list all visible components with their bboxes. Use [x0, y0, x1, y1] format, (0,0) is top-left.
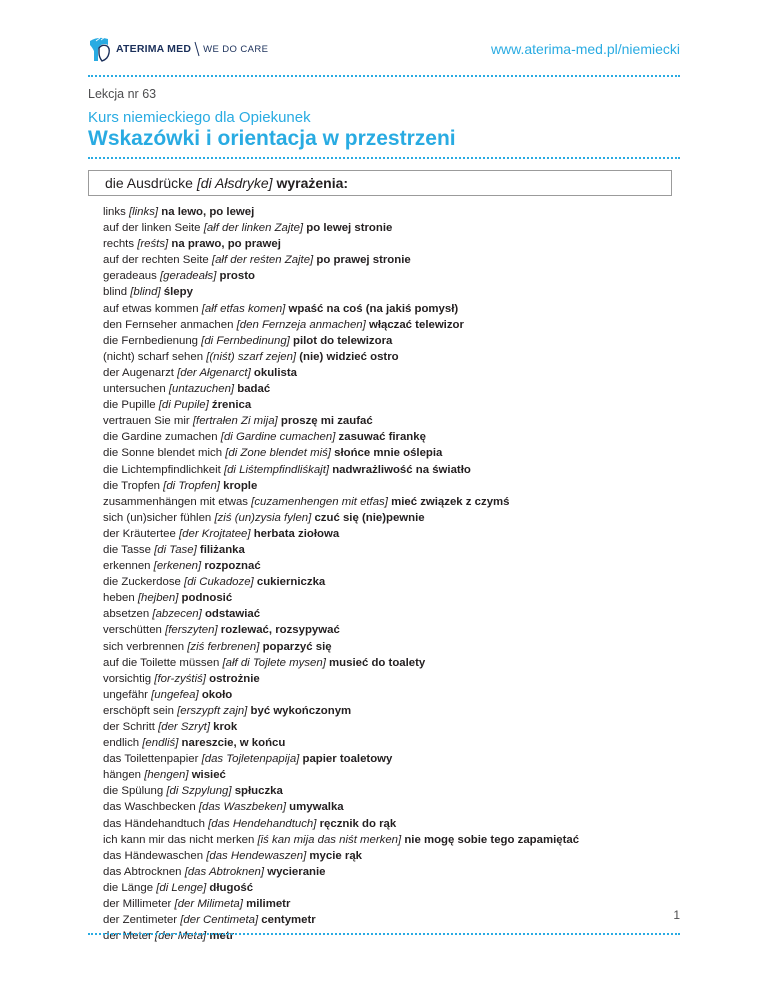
vocab-pronunciation: [di Fernbedinung]: [201, 334, 290, 347]
vocab-entry: [103, 816, 579, 832]
vocab-pronunciation: [das Hendewaszen]: [206, 849, 307, 862]
vocab-pronunciation: [links]: [128, 206, 159, 218]
vocab-entry: [103, 268, 579, 284]
vocab-entry: [103, 510, 579, 526]
vocab-term: heben: [103, 592, 138, 605]
vocab-translation: badać: [234, 383, 271, 396]
vocab-term: der Meter: [103, 930, 155, 943]
vocab-term: der Millimeter: [103, 898, 175, 911]
vocab-pronunciation: [di Gardine cumachen]: [220, 431, 336, 444]
vocab-term: vertrauen Sie mir: [103, 415, 193, 428]
vocab-term: auf der linken Seite: [103, 222, 204, 235]
vocab-pronunciation: [ałf der reśten Zajte]: [211, 254, 314, 267]
vocab-pronunciation: [di Szpylung]: [166, 785, 232, 798]
vocab-term: das Toilettenpapier: [103, 753, 202, 766]
vocab-translation: pilot do telewizora: [289, 334, 393, 347]
vocab-pronunciation: [ungefea]: [151, 688, 199, 701]
vocab-entry: [103, 880, 579, 896]
vocab-term: der Zentimeter: [103, 914, 181, 927]
vocab-term: den Fernseher anmachen: [103, 318, 237, 331]
vocab-term: (nicht) scharf sehen: [103, 350, 207, 363]
vocab-entry: [103, 912, 579, 928]
vocab-entry: [103, 719, 579, 735]
website-link[interactable]: www.aterima-med.pl/niemiecki: [490, 41, 680, 57]
vocab-term: hängen: [103, 769, 145, 782]
vocab-entry: [103, 252, 579, 268]
vocab-translation: milimetr: [242, 898, 291, 911]
vocab-translation: źrenica: [208, 399, 252, 412]
vocab-term: endlich: [103, 737, 143, 750]
vocab-pronunciation: [das Tojletenpapija]: [201, 753, 300, 766]
vocab-entry: [103, 526, 579, 542]
aterima-logo[interactable]: [88, 32, 268, 66]
vocab-term: die Tropfen: [103, 479, 164, 492]
vocab-translation: wpaść na coś (na jakiś pomysł): [285, 302, 459, 315]
vocab-translation: nie mogę sobie tego zapamiętać: [401, 833, 580, 846]
vocab-translation: ręcznik do rąk: [316, 817, 397, 830]
vocab-term: sich (un)sicher fühlen: [103, 511, 215, 524]
vocab-pronunciation: [fertrałen Zi mija]: [192, 415, 278, 428]
vocab-entry: [103, 751, 579, 767]
vocab-pronunciation: [di Lenge]: [156, 881, 207, 894]
vocab-pronunciation: [di Cukadoze]: [184, 576, 254, 589]
vocab-entry: [103, 542, 579, 558]
vocab-translation: okulista: [250, 366, 297, 379]
vocab-entry: [103, 703, 579, 719]
vocab-pronunciation: [der Milimeta]: [174, 898, 243, 911]
course-name: Kurs niemieckiego dla Opiekunek: [88, 109, 311, 126]
vocab-translation: metr: [206, 930, 235, 943]
vocab-term: die Tasse: [103, 543, 155, 556]
vocab-entry: [103, 284, 579, 300]
vocab-entry: [103, 558, 579, 574]
section-heading-box: [88, 170, 672, 196]
vocab-translation: cukierniczka: [253, 576, 326, 589]
vocab-translation: mycie rąk: [306, 849, 362, 862]
vocab-pronunciation: [ałf etfas komen]: [201, 302, 286, 315]
vocab-term: die Fernbedienung: [103, 334, 202, 347]
vocab-entry: [103, 799, 579, 815]
vocab-entry: [103, 639, 579, 655]
page-title: Wskazówki i orientacja w przestrzeni: [88, 127, 456, 150]
vocab-term: das Waschbecken: [103, 801, 199, 814]
vocab-pronunciation: [ziś ferbrenen]: [187, 640, 260, 653]
vocab-pronunciation: [den Fernzeja anmachen]: [236, 318, 366, 331]
vocab-term: ungefähr: [103, 688, 152, 701]
vocab-term: zusammenhängen mit etwas: [103, 495, 252, 508]
vocab-pronunciation: [di Pupile]: [158, 399, 209, 412]
vocab-pronunciation: [das Waszbeken]: [198, 801, 286, 814]
vocab-pronunciation: [der Centimeta]: [180, 914, 259, 927]
vocab-pronunciation: [erkenen]: [153, 560, 202, 573]
vocab-term: vorsichtig: [103, 672, 155, 685]
vocab-translation: krok: [209, 721, 238, 733]
vocab-pronunciation: [(niśt) szarf zejen]: [206, 350, 297, 363]
vocab-pronunciation: [untazuchen]: [168, 383, 235, 396]
vocab-term: der Schritt: [103, 721, 159, 733]
vocab-entry: [103, 317, 579, 333]
section-translation: wyrażenia:: [272, 175, 349, 191]
vocab-term: erschöpft sein: [103, 704, 178, 717]
vocab-term: rechts: [103, 238, 138, 251]
section-heading: [105, 175, 348, 191]
vocab-pronunciation: [ałf der linken Zajte]: [203, 222, 304, 235]
vocab-pronunciation: [der Ałgenarct]: [177, 366, 251, 379]
vocab-entry: [103, 606, 579, 622]
vocab-entry: [103, 236, 579, 252]
vocab-entry: [103, 622, 579, 638]
vocab-pronunciation: [geradeałs]: [160, 270, 217, 283]
vocab-term: die Länge: [103, 881, 157, 894]
vocab-term: die Gardine zumachen: [103, 431, 221, 444]
vocab-pronunciation: [der Szryt]: [158, 721, 210, 733]
vocab-translation: ostrożnie: [205, 672, 260, 685]
vocab-entry: [103, 429, 579, 445]
vocab-pronunciation: [di Liśtempfindliśkajt]: [223, 463, 330, 476]
vocab-translation: wisieć: [188, 769, 226, 782]
vocab-translation: filiżanka: [196, 543, 245, 556]
logo-brand-text: ATERIMA MED: [116, 43, 192, 55]
vocab-translation: krople: [219, 479, 258, 492]
caregiver-head-icon: [88, 35, 112, 63]
vocab-pronunciation: [di Zone blendet miś]: [225, 447, 331, 460]
vocab-entry: [103, 735, 579, 751]
vocab-entry: [103, 445, 579, 461]
vocab-entry: [103, 832, 579, 848]
page-number: 1: [673, 908, 680, 922]
vocab-pronunciation: [ziś (un)zysia fylen]: [214, 511, 312, 524]
vocab-translation: zasuwać firankę: [335, 431, 426, 444]
vocab-entry: [103, 864, 579, 880]
vocab-entry: [103, 365, 579, 381]
vocab-translation: na prawo, po prawej: [168, 238, 281, 251]
vocab-term: die Sonne blendet mich: [103, 447, 226, 460]
vocab-pronunciation: [der Krojtatee]: [178, 527, 251, 540]
vocab-entry: [103, 349, 579, 365]
vocab-translation: około: [198, 688, 233, 701]
vocab-entry: [103, 783, 579, 799]
vocab-entry: [103, 574, 579, 590]
vocab-term: der Augenarzt: [103, 366, 178, 379]
vocab-pronunciation: [ałf di Tojlete mysen]: [222, 656, 326, 669]
section-term: die Ausdrücke: [105, 175, 197, 191]
vocab-translation: wycieranie: [264, 865, 326, 878]
vocab-term: ich kann mir das nicht merken: [103, 833, 258, 846]
vocab-entry: [103, 655, 579, 671]
vocab-entry: [103, 397, 579, 413]
vocab-translation: po lewej stronie: [303, 222, 393, 235]
vocab-pronunciation: [erszypft zajn]: [177, 704, 248, 717]
section-pronunciation: [di Ałsdryke]: [196, 175, 273, 191]
vocab-translation: rozpoznać: [201, 560, 261, 573]
vocab-term: auf etwas kommen: [103, 302, 202, 315]
vocab-term: das Abtrocknen: [103, 865, 185, 878]
vocab-entry: [103, 928, 579, 944]
vocab-translation: na lewo, po lewej: [158, 206, 255, 218]
vocab-term: blind: [103, 286, 131, 299]
vocab-pronunciation: [der Meta]: [154, 930, 207, 943]
vocab-translation: ślepy: [160, 286, 193, 299]
vocab-pronunciation: [for-zyśtiś]: [154, 672, 206, 685]
header-divider: [88, 75, 680, 77]
vocab-entry: [103, 767, 579, 783]
vocab-term: absetzen: [103, 608, 153, 621]
vocab-pronunciation: [hejben]: [137, 592, 179, 605]
vocab-translation: włączać telewizor: [365, 318, 464, 331]
vocab-pronunciation: [das Hendehandtuch]: [208, 817, 317, 830]
logo-separator-icon: [193, 41, 201, 57]
vocab-entry: [103, 413, 579, 429]
vocab-entry: [103, 478, 579, 494]
vocab-term: der Kräutertee: [103, 527, 179, 540]
vocab-pronunciation: [abzecen]: [152, 608, 202, 621]
logo-tagline: WE DO CARE: [203, 43, 269, 55]
vocab-pronunciation: [di Tropfen]: [163, 479, 220, 492]
vocab-translation: czuć się (nie)pewnie: [311, 511, 425, 524]
vocab-term: verschütten: [103, 624, 166, 637]
vocab-entry: [103, 494, 579, 510]
vocab-translation: podnosić: [178, 592, 233, 605]
vocab-translation: mieć związek z czymś: [387, 495, 510, 508]
vocab-term: die Pupille: [103, 399, 159, 412]
vocab-entry: [103, 848, 579, 864]
vocab-translation: poparzyć się: [259, 640, 332, 653]
vocab-entry: [103, 220, 579, 236]
vocab-entry: [103, 896, 579, 912]
vocab-pronunciation: [iś kan mija das niśt merken]: [257, 833, 402, 846]
vocab-term: die Spülung: [103, 785, 167, 798]
vocab-translation: słońce mnie oślepia: [330, 447, 443, 460]
vocab-term: die Lichtempfindlichkeit: [103, 463, 224, 476]
vocab-term: untersuchen: [103, 383, 169, 396]
vocab-translation: musieć do toalety: [325, 656, 426, 669]
vocab-entry: [103, 333, 579, 349]
vocab-pronunciation: [das Abtroknen]: [184, 865, 265, 878]
vocab-translation: (nie) widzieć ostro: [296, 350, 399, 363]
title-divider: [88, 157, 680, 159]
vocab-translation: spłuczka: [231, 785, 283, 798]
vocab-entry: [103, 687, 579, 703]
vocab-translation: być wykończonym: [247, 704, 352, 717]
vocab-term: auf die Toilette müssen: [103, 656, 223, 669]
vocab-translation: centymetr: [258, 914, 316, 927]
vocab-term: das Händewaschen: [103, 849, 207, 862]
vocab-pronunciation: [endliś]: [142, 737, 179, 750]
vocab-translation: długość: [206, 881, 254, 894]
vocab-term: die Zuckerdose: [103, 576, 185, 589]
vocab-pronunciation: [ferszyten]: [165, 624, 218, 637]
vocab-entry: [103, 590, 579, 606]
vocab-term: erkennen: [103, 560, 154, 573]
vocab-pronunciation: [reśts]: [137, 238, 169, 251]
vocab-translation: rozlewać, rozsypywać: [217, 624, 340, 637]
vocab-pronunciation: [di Tase]: [154, 543, 197, 556]
vocab-translation: odstawiać: [201, 608, 261, 621]
lesson-label: Lekcja nr 63: [88, 87, 157, 101]
vocab-pronunciation: [hengen]: [144, 769, 189, 782]
vocab-translation: prosto: [216, 270, 255, 283]
vocab-translation: po prawej stronie: [313, 254, 411, 267]
vocab-translation: nareszcie, w końcu: [178, 737, 286, 750]
vocab-translation: umywalka: [286, 801, 344, 814]
vocab-term: sich verbrennen: [103, 640, 188, 653]
vocab-pronunciation: [blind]: [130, 286, 161, 299]
vocab-translation: herbata ziołowa: [250, 527, 340, 540]
vocab-entry: [103, 671, 579, 687]
vocab-pronunciation: [cuzamenhengen mit etfas]: [251, 495, 388, 508]
vocab-translation: nadwrażliwość na światło: [329, 463, 471, 476]
vocab-entry: [103, 204, 579, 220]
vocab-entry: [103, 381, 579, 397]
vocab-term: auf der rechten Seite: [103, 254, 212, 267]
vocab-term: links: [103, 206, 129, 218]
vocab-translation: proszę mi zaufać: [277, 415, 373, 428]
vocabulary-list: [103, 204, 579, 944]
vocab-translation: papier toaletowy: [299, 753, 393, 766]
footer-divider: [88, 933, 680, 935]
vocab-entry: [103, 462, 579, 478]
vocab-term: das Händehandtuch: [103, 817, 209, 830]
vocab-term: geradeaus: [103, 270, 160, 283]
vocab-entry: [103, 301, 579, 317]
